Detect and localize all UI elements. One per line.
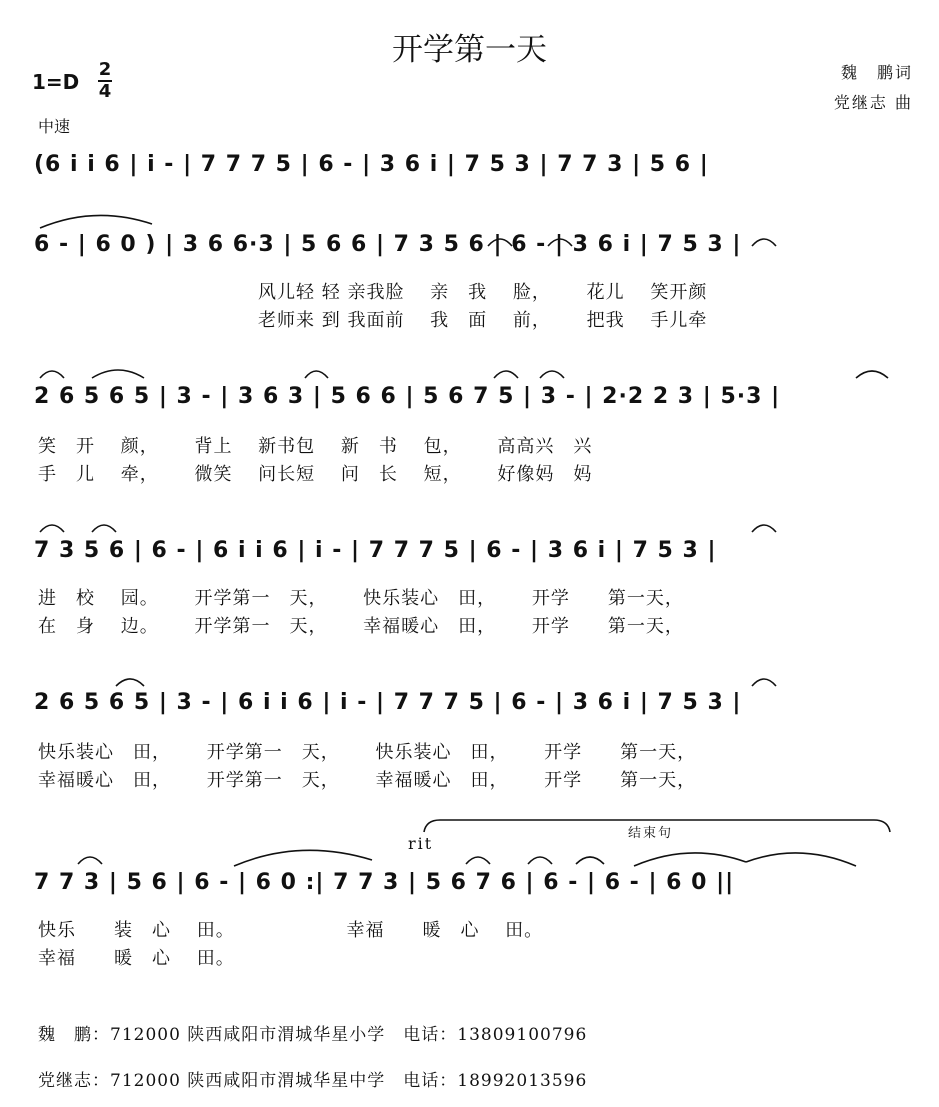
slur-line-3b (92, 370, 144, 378)
ritardando-mark: rit (408, 834, 434, 853)
lyric-line-3-verse-2: 手 儿 牵， 微笑 问长短 问 长 短， 好像妈 妈 (38, 464, 593, 485)
lyricist-credit: 魏 鹏词 (840, 63, 913, 82)
time-signature-numerator: 2 (98, 59, 112, 80)
slur-line-6a (78, 857, 102, 864)
slur-line-5a (116, 679, 144, 686)
slur-line-3e (540, 371, 564, 378)
lyric-line-5-verse-2: 幸福暖心 田， 开学第一 天， 幸福暖心 田， 开学 第一天， (38, 770, 697, 791)
lyric-line-4-verse-1: 进 校 园。 开学第一 天， 快乐装心 田， 开学 第一天， (38, 588, 684, 609)
lyric-line-3-verse-1: 笑 开 颜， 背上 新书包 新 书 包， 高高兴 兴 (38, 436, 593, 457)
slur-line-6d (576, 857, 604, 864)
notation-line-2: 6 - | 6 0 ) | 3 6 6·3 | 5 6 6 | 7 3 5 6 | 6 - | 3 6 i | 7 5 3 | (34, 232, 742, 257)
lyric-line-4-verse-2: 在 身 边。 开学第一 天， 幸福暖心 田， 开学 第一天， (38, 616, 684, 637)
slur-line-2c (752, 239, 776, 246)
slur-line-6b (466, 857, 490, 864)
lyric-line-5-verse-1: 快乐装心 田， 开学第一 天， 快乐装心 田， 开学 第一天， (38, 742, 697, 763)
tie-line-6c (746, 853, 856, 866)
tempo-marking: 中速 (38, 117, 71, 136)
notation-line-5: 2 6 5 6 5 | 3 - | 6 i i 6 | i - | 7 7 7 5 | 6 - | 3 6 i | 7 5 3 | (34, 690, 742, 715)
key-signature: 1=D (32, 70, 80, 94)
contact-composer: 党继志：712000 陕西咸阳市渭城华星中学 电话：18992013596 (38, 1071, 588, 1091)
slur-line-5b (752, 679, 776, 686)
lyric-line-6-verse-2: 幸福 暖 心 田。 (38, 948, 235, 969)
contact-lyricist: 魏 鹏：712000 陕西咸阳市渭城华星小学 电话：13809100796 (38, 1025, 588, 1045)
lyric-line-2-verse-2: 老师来 到 我面前 我 面 前， 把我 手儿牵 (258, 310, 708, 331)
lyric-line-6-verse-1: 快乐 装 心 田。 幸福 暖 心 田。 (38, 920, 544, 941)
notation-line-6: 7 7 3 | 5 6 | 6 - | 6 0 :| 7 7 3 | 5 6 7 6 | 6 - | 6 - | 6 0 || (34, 870, 735, 895)
tie-line-6b (634, 853, 746, 866)
song-title: 开学第一天 (392, 32, 547, 68)
notation-line-4: 7 3 5 6 | 6 - | 6 i i 6 | i - | 7 7 7 5 | 6 - | 3 6 i | 7 5 3 | (34, 538, 717, 563)
slur-line-4a (40, 525, 64, 532)
slur-line-6c (528, 857, 552, 864)
ending-phrase-label: 结束句 (628, 826, 674, 841)
slur-line-3c (305, 371, 328, 378)
slur-line-3f (856, 371, 888, 378)
slur-line-4c (752, 525, 776, 532)
slur-line-3d (494, 371, 518, 378)
tie-line-2 (40, 215, 152, 228)
composer-credit: 党继志 曲 (833, 93, 913, 112)
tie-line-6a (234, 850, 372, 866)
notation-line-1: (6 i i 6 | i - | 7 7 7 5 | 6 - | 3 6 i | 7 5 3 | 7 7 3 | 5 6 | (34, 152, 709, 177)
lyric-line-2-verse-1: 风儿轻 轻 亲我脸 亲 我 脸， 花儿 笑开颜 (258, 282, 708, 303)
time-signature-denominator: 4 (98, 81, 112, 102)
notation-line-3: 2 6 5 6 5 | 3 - | 3 6 3 | 5 6 6 | 5 6 7 5 | 3 - | 2·2 2 3 | 5·3 | (34, 384, 781, 409)
slur-line-3a (40, 371, 64, 378)
slur-line-4b (92, 525, 116, 532)
time-signature (96, 60, 114, 102)
